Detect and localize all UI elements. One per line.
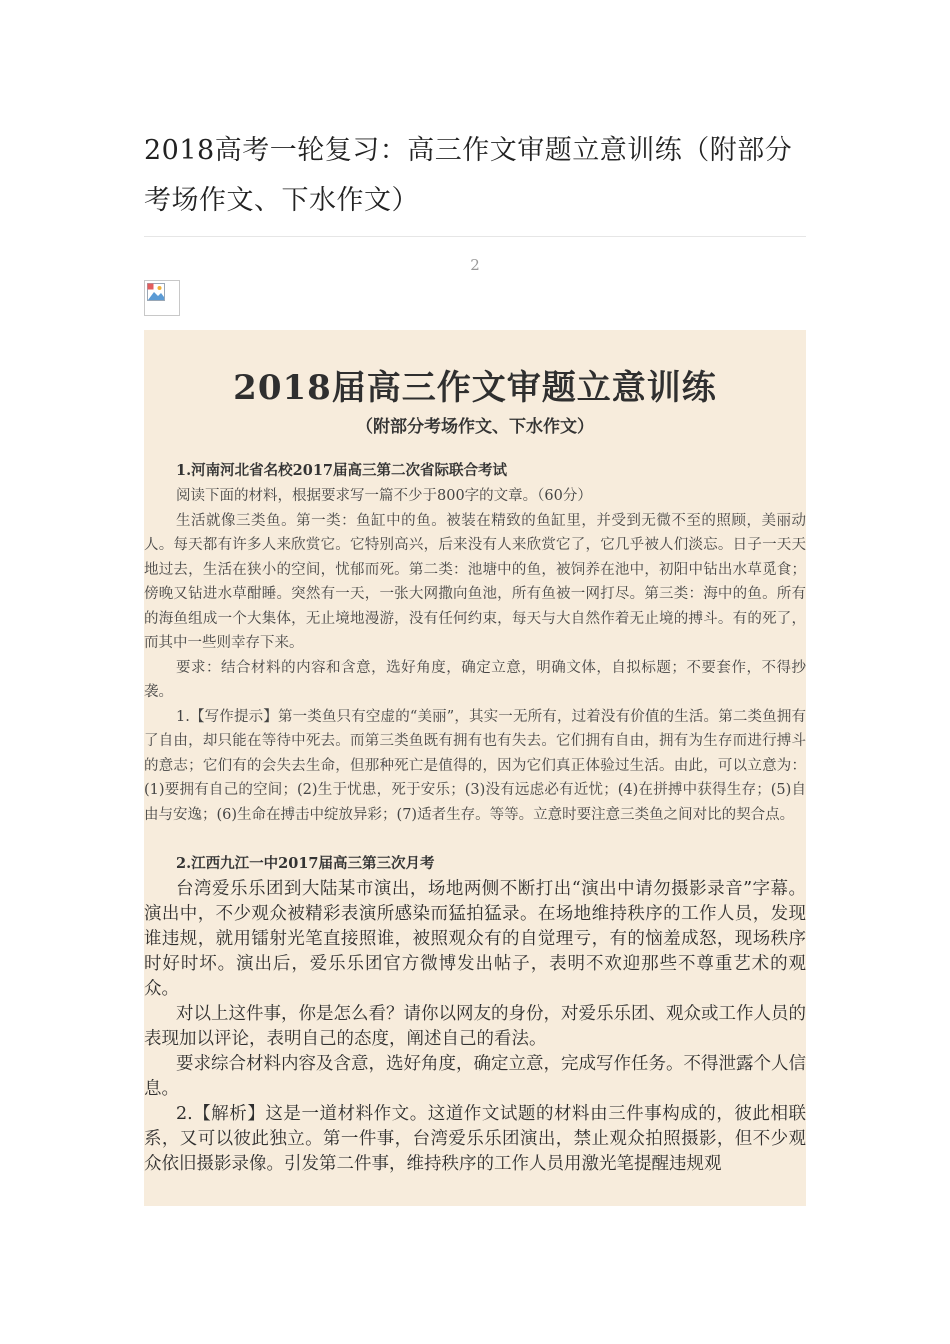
paragraph: 对以上这件事，你是怎么看？请你以网友的身份，对爱乐乐团、观众或工作人员的表现加以评论，表明自己的态度，阐述自己的看法。: [144, 1004, 806, 1049]
title-divider: [144, 236, 806, 237]
scan-subtitle: （附部分考场作文、下水作文）: [356, 417, 594, 437]
section-heading: 1.河南河北省名校2017届高三第二次省际联合考试: [176, 462, 507, 479]
image-placeholder-icon: [147, 283, 167, 303]
section-gap: [144, 827, 806, 851]
paragraph: 生活就像三类鱼。第一类：鱼缸中的鱼。被装在精致的鱼缸里，并受到无微不至的照顾，美丽动人。每天都有许多人来欣赏它。它特别高兴，后来没有人来欣赏它了，它几乎被人们淡忘。日子一天天地过去，生活在狭小的空间，忧郁而死。第二类：池塘中的鱼，被饲养在池中，初阳中钻出水草觅食；傍晚又钻进水草酣睡。突然有一天，一张大网撒向鱼池，所有鱼被一网打尽。第三类：海中的鱼。所有的海鱼组成一个大集体，无止境地漫游，没有任何约束，每天与大自然作着无止境的搏斗。有的死了，而其中一些则幸存下来。: [144, 512, 806, 651]
paragraph: 1.【写作提示】第一类鱼只有空虚的“美丽”，其实一无所有，过着没有价值的生活。第二类鱼拥有了自由，却只能在等待中死去。而第三类鱼既有拥有也有失去。它们拥有自由，拥有为生存而进行搏斗的意志；它们有的会失去生命，但那种死亡是值得的，因为它们真正体验过生活。由此，可以立意为：(1)要拥有自己的空间；(2)生于忧患，死于安乐；(3)没有远虑必有近忧；(4)在拼搏中获得生存；(5)自由与安逸；(6)生命在搏击中绽放异彩；(7)适者生存。等等。立意时要注意三类鱼之间对比的契合点。: [144, 708, 806, 823]
paragraph: 2.【解析】这是一道材料作文。这道作文试题的材料由三件事构成的，彼此相联系，又可以彼此独立。第一件事，台湾爱乐乐团演出，禁止观众拍照摄影，但不少观众依旧摄影录像。引发第二件事，维持秩序的工作人员用激光笔提醒违规观: [144, 1104, 806, 1174]
paragraph: 要求：结合材料的内容和含意，选好角度，确定立意，明确文体，自拟标题；不要套作，不得抄袭。: [144, 659, 806, 700]
page-number: 2: [470, 256, 480, 274]
document-scan: [144, 330, 806, 1206]
section-1: [144, 458, 806, 827]
paragraph: 要求综合材料内容及含意，选好角度，确定立意，完成写作任务。不得泄露个人信息。: [144, 1054, 806, 1099]
article-title: 2018高考一轮复习：高三作文审题立意训练（附部分考场作文、下水作文）: [144, 135, 793, 216]
paragraph: 阅读下面的材料，根据要求写一篇不少于800字的文章。（60分）: [176, 488, 592, 504]
broken-image-icon: [144, 280, 180, 316]
section-2: [144, 851, 806, 1177]
scan-body: [144, 458, 806, 1177]
section-heading: 2.江西九江一中2017届高三第三次月考: [176, 855, 435, 872]
scan-title: 2018届高三作文审题立意训练: [233, 368, 717, 408]
paragraph: 台湾爱乐乐团到大陆某市演出，场地两侧不断打出“演出中请勿摄影录音”字幕。演出中，不少观众被精彩表演所感染而猛拍猛录。在场地维持秩序的工作人员，发现谁违规，就用镭射光笔直接照谁，被照观众有的自觉理亏，有的恼羞成怒，现场秩序时好时坏。演出后，爱乐乐团官方微博发出帖子，表明不欢迎那些不尊重艺术的观众。: [144, 879, 806, 999]
